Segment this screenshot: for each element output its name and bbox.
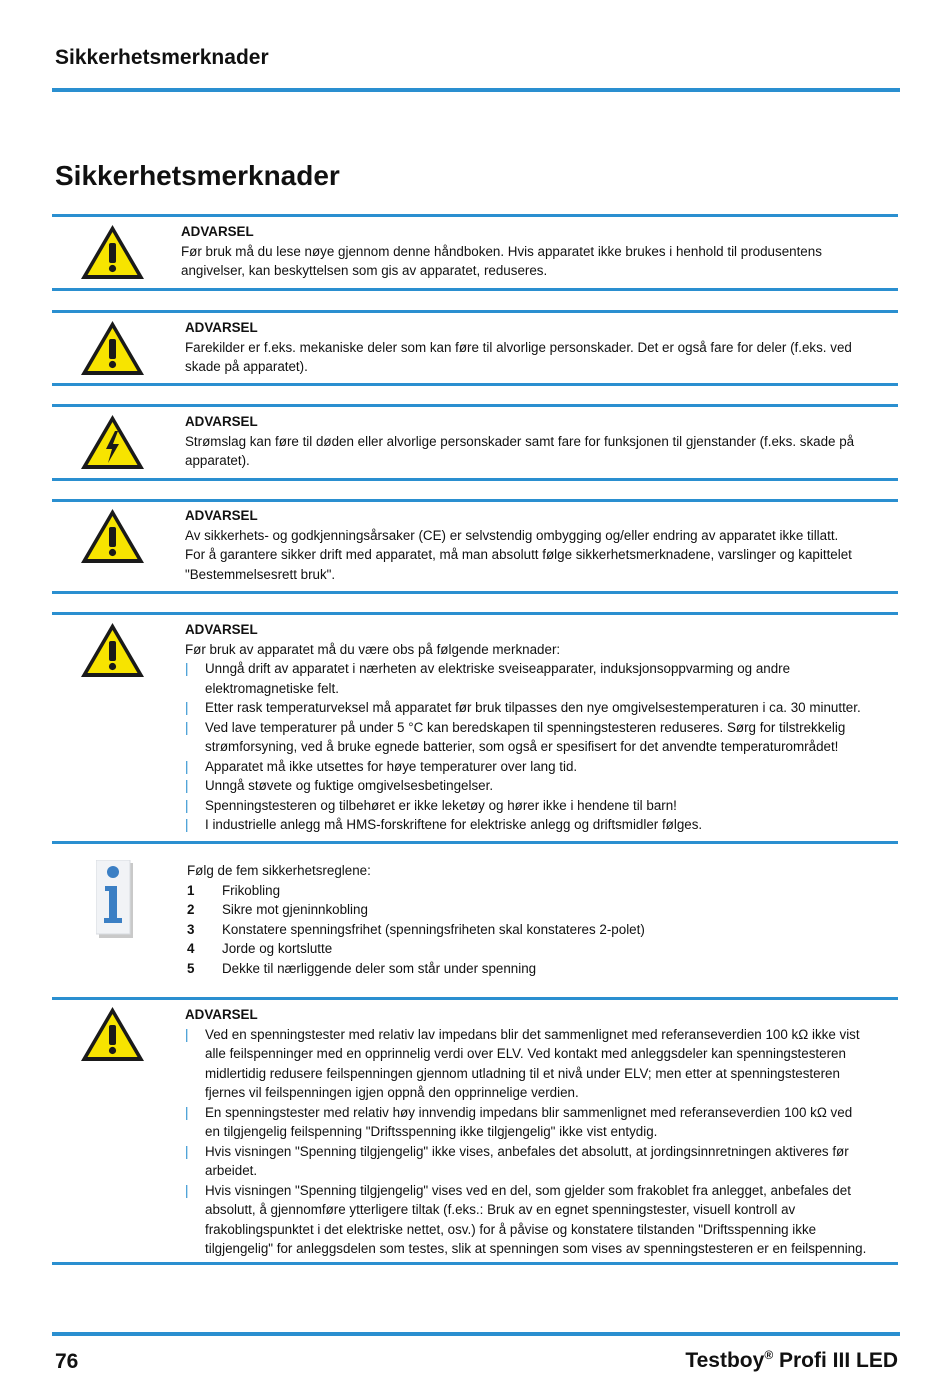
- warning-heading: ADVARSEL: [185, 320, 258, 335]
- text-line: angivelser, kan beskyttelsen som gis av apparatet, reduseres.: [181, 263, 548, 278]
- warning-triangle-icon: [79, 507, 146, 565]
- page-number: 76: [55, 1350, 79, 1373]
- block-rule-top: [52, 612, 898, 615]
- block-rule-top: [52, 404, 898, 407]
- bullet-item: | Ved lave temperaturer på under 5 °C kan beredskapen til spenningstesteren reduseres. Sørg for tilstrekkelig strømforsyning, ved å bruke egnede batterier, som også er spesifisert for det anvendte temperaturområdet!: [185, 718, 861, 757]
- electric-shock-warning-icon: [79, 413, 146, 471]
- rule-item: 4 Jorde og kortslutte: [187, 941, 333, 956]
- footer-rule: [52, 1332, 900, 1336]
- bullet-item: | Hvis visningen "Spenning tilgjengelig" ikke vises, anbefales det absolutt, at jordingsinnretningen aktiveres før arbeidet.: [185, 1142, 866, 1181]
- bullet-item: | Unngå drift av apparatet i nærheten av elektriske sveiseapparater, induksjonsoppvarming og andre elektromagnetiske felt.: [185, 659, 861, 698]
- text-line: Strømslag kan føre til døden eller alvorlige personskader samt fare for funksjonen til gjenstander (f.eks. skade på: [185, 433, 855, 449]
- warning-block-4: [185, 506, 852, 584]
- text-line: Av sikkerhets- og godkjenningsårsaker (CE) er selvstendig ombygging og/eller endring av apparatet ikke tillatt.: [185, 527, 839, 543]
- block-rule-top: [52, 214, 898, 217]
- warning-triangle-icon: [79, 319, 146, 377]
- warning-block-1: [181, 222, 822, 281]
- text-line: For å garantere sikker drift med apparatet, må man absolutt følge sikkerhetsmerknadene, varslinger og kapittelet: [185, 547, 852, 562]
- warning-heading: ADVARSEL: [185, 622, 258, 637]
- block-rule-top: [52, 499, 898, 502]
- bullet-item: | Etter rask temperaturveksel må apparatet før bruk tilpasses den nye omgivelsestemperaturen i ca. 30 minutter.: [185, 698, 861, 718]
- bullet-item: | Ved en spenningstester med relativ lav impedans blir det sammenlignet med referanseverdien 100 kΩ ikke vist alle feilspenninger med en opprinnelig verdi over ELV. Ved kontakt med anleggsdeler kan spenningstesteren midlertidig redusere feilspenningen gjennom utladning til et nivå under ELV; men etter at spenningstesteren fjernes vil feilspenningen igjen oppnå den opprinnelige verdien.: [185, 1025, 866, 1103]
- rule-item: 5 Dekke til nærliggende deler som står under spenning: [187, 960, 537, 976]
- warning-heading: ADVARSEL: [185, 508, 258, 523]
- bullet-item: | I industrielle anlegg må HMS-forskriftene for elektriske anlegg og driftsmidler følges.: [185, 815, 861, 835]
- warning-block-7: [185, 1005, 866, 1259]
- running-header-title: Sikkerhetsmerknader: [55, 46, 269, 69]
- bullet-item: | Unngå støvete og fuktige omgivelsesbetingelser.: [185, 776, 861, 796]
- page-title: Sikkerhetsmerknader: [55, 160, 340, 191]
- text-line: apparatet).: [185, 453, 250, 468]
- header-rule: [52, 88, 900, 92]
- bullet-item: | Spenningstesteren og tilbehøret er ikke leketøy og hører ikke i hendene til barn!: [185, 796, 861, 816]
- text-line: Før bruk av apparatet må du være obs på følgende merknader:: [185, 641, 561, 657]
- block-rule-bottom: [52, 1262, 898, 1265]
- text-line: Farekilder er f.eks. mekaniske deler som kan føre til alvorlige personskader. Det er også fare for deler (f.eks. ved: [185, 339, 852, 355]
- text-line: Før bruk må du lese nøye gjennom denne håndboken. Hvis apparatet ikke brukes i henhold til produsentens: [181, 243, 822, 259]
- warning-heading: ADVARSEL: [185, 414, 258, 429]
- bullet-item: | Hvis visningen "Spenning tilgjengelig" vises ved en del, som gjelder som frakoblet fra anlegget, anbefales det absolutt, å gjennomføre ytterligere tiltak (f.eks.: Bruk av en egnet spenningstester, visuell kontroll av frakoblingspunktet i det elektriske nettet, osv.) for å påvise og konstatere tilstanden "Driftsspenning ikke tilgjengelig" for anleggsdelen som testes, slik at spenningen som vises av spenningstesteren er en feilspenning.: [185, 1181, 866, 1259]
- rule-item: 3 Konstatere spenningsfrihet (spenningsfriheten skal konstateres 2-polet): [187, 921, 645, 937]
- block-rule-bottom: [52, 288, 898, 291]
- rule-item: 1 Frikobling: [187, 882, 281, 898]
- block-rule-bottom: [52, 591, 898, 594]
- block-rule-bottom: [52, 383, 898, 386]
- block-rule-top: [52, 310, 898, 313]
- text-line: skade på apparatet).: [185, 359, 308, 374]
- rule-item: 2 Sikre mot gjeninnkobling: [187, 902, 368, 917]
- block-rule-bottom: [52, 478, 898, 481]
- warning-triangle-icon: [79, 621, 146, 679]
- block-rule-top: [52, 997, 898, 1000]
- warning-block-5: [185, 620, 861, 835]
- block-rule-bottom: [52, 841, 898, 844]
- warning-heading: ADVARSEL: [181, 224, 254, 239]
- warning-block-3: [185, 412, 854, 471]
- text-line: "Bestemmelsesrett bruk".: [185, 566, 336, 582]
- warning-triangle-icon: [79, 223, 146, 281]
- bullet-item: | En spenningstester med relativ høy innvendig impedans blir sammenlignet med referanseverdien 100 kΩ ved en tilgjengelig feilspenning "Driftsspenning ikke tilgjengelig" ikke vist entydig.: [185, 1103, 866, 1142]
- info-icon: [96, 860, 133, 938]
- info-block: [187, 861, 645, 978]
- text-line: Følg de fem sikkerhetsreglene:: [187, 863, 371, 878]
- warning-block-2: [185, 318, 852, 377]
- warning-triangle-icon: [79, 1005, 146, 1063]
- bullet-item: | Apparatet må ikke utsettes for høye temperaturer over lang tid.: [185, 757, 861, 777]
- warning-heading: ADVARSEL: [185, 1007, 258, 1022]
- product-name: Testboy® Profi III LED: [685, 1348, 898, 1372]
